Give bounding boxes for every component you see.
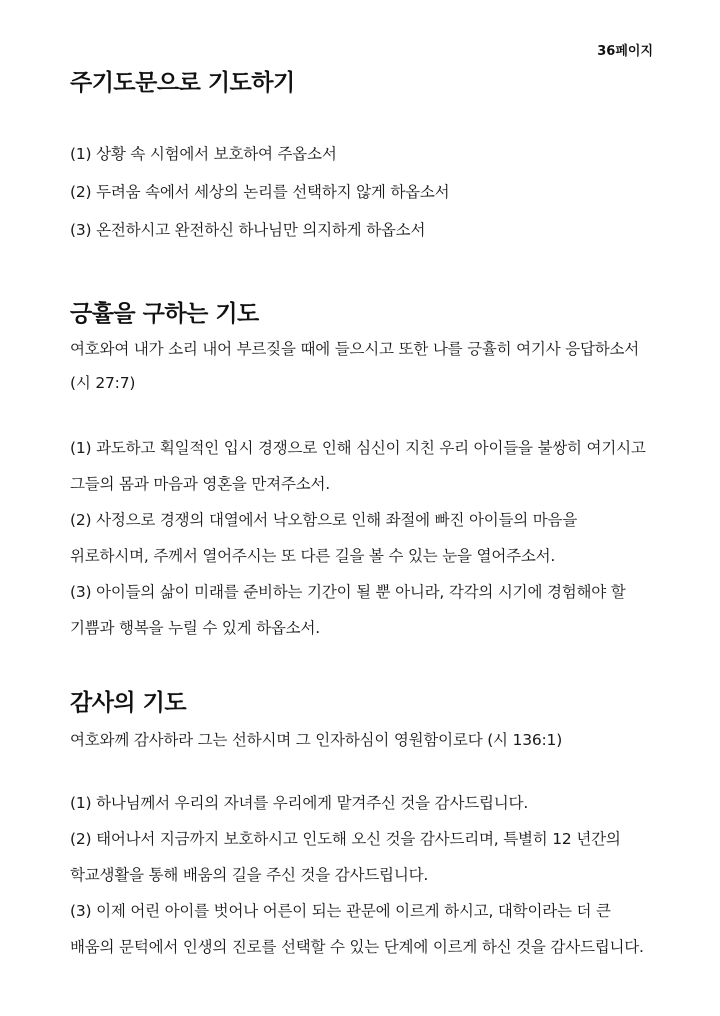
prayer-item: (1) 하나님께서 우리의 자녀를 우리에게 맡겨주신 것을 감사드립니다. (70, 794, 529, 812)
prayer-item: (1) 과도하고 획일적인 입시 경쟁으로 인해 심신이 지친 우리 아이들을 불쌍히 여기시고 그들의 몸과 마음과 영혼을 만져주소서. (70, 439, 646, 493)
document-body (70, 60, 655, 965)
prayer-list-mercy (70, 430, 655, 646)
prayer-item: (2) 두려움 속에서 세상의 논리를 선택하지 않게 하옵소서 (70, 183, 450, 201)
page-number: 36페이지 (597, 44, 653, 59)
prayer-item: (2) 사정으로 경쟁의 대열에서 낙오함으로 인해 좌절에 빠진 아이들의 마음을 위로하시며, 주께서 열어주시는 또 다른 길을 볼 수 있는 눈을 열어주소서. (70, 511, 578, 565)
section-title-mercy-prayer: 긍휼을 구하는 기도 (70, 301, 259, 327)
section-title-thanksgiving-prayer: 감사의 기도 (70, 690, 187, 716)
prayer-list-lords-prayer (70, 135, 655, 249)
scripture-verse: 여호와께 감사하라 그는 선하시며 그 인자하심이 영원함이로다 (시 136:1) (70, 731, 563, 749)
prayer-item: (2) 태어나서 지금까지 보호하시고 인도해 오신 것을 감사드리며, 특별히 12 년간의 학교생활을 통해 배움의 길을 주신 것을 감사드립니다. (70, 830, 621, 884)
prayer-item: (1) 상황 속 시험에서 보호하여 주옵소서 (70, 145, 337, 163)
prayer-item: (3) 아이들의 삶이 미래를 준비하는 기간이 될 뿐 아니라, 각각의 시기에 경험해야 할 기쁨과 행복을 누릴 수 있게 하옵소서. (70, 583, 626, 637)
scripture-verse: 여호와여 내가 소리 내어 부르짖을 때에 들으시고 또한 나를 긍휼히 여기사 응답하소서 (시 27:7) (70, 340, 640, 392)
prayer-list-thanksgiving (70, 785, 655, 965)
section-title-lords-prayer: 주기도문으로 기도하기 (70, 70, 295, 96)
prayer-item: (3) 이제 어린 아이를 벗어나 어른이 되는 관문에 이르게 하시고, 대학이라는 더 큰 배움의 문턱에서 인생의 진로를 선택할 수 있는 단계에 이르게 하신 것을 감사드립니다. (70, 902, 644, 956)
prayer-item: (3) 온전하시고 완전하신 하나님만 의지하게 하옵소서 (70, 221, 426, 239)
